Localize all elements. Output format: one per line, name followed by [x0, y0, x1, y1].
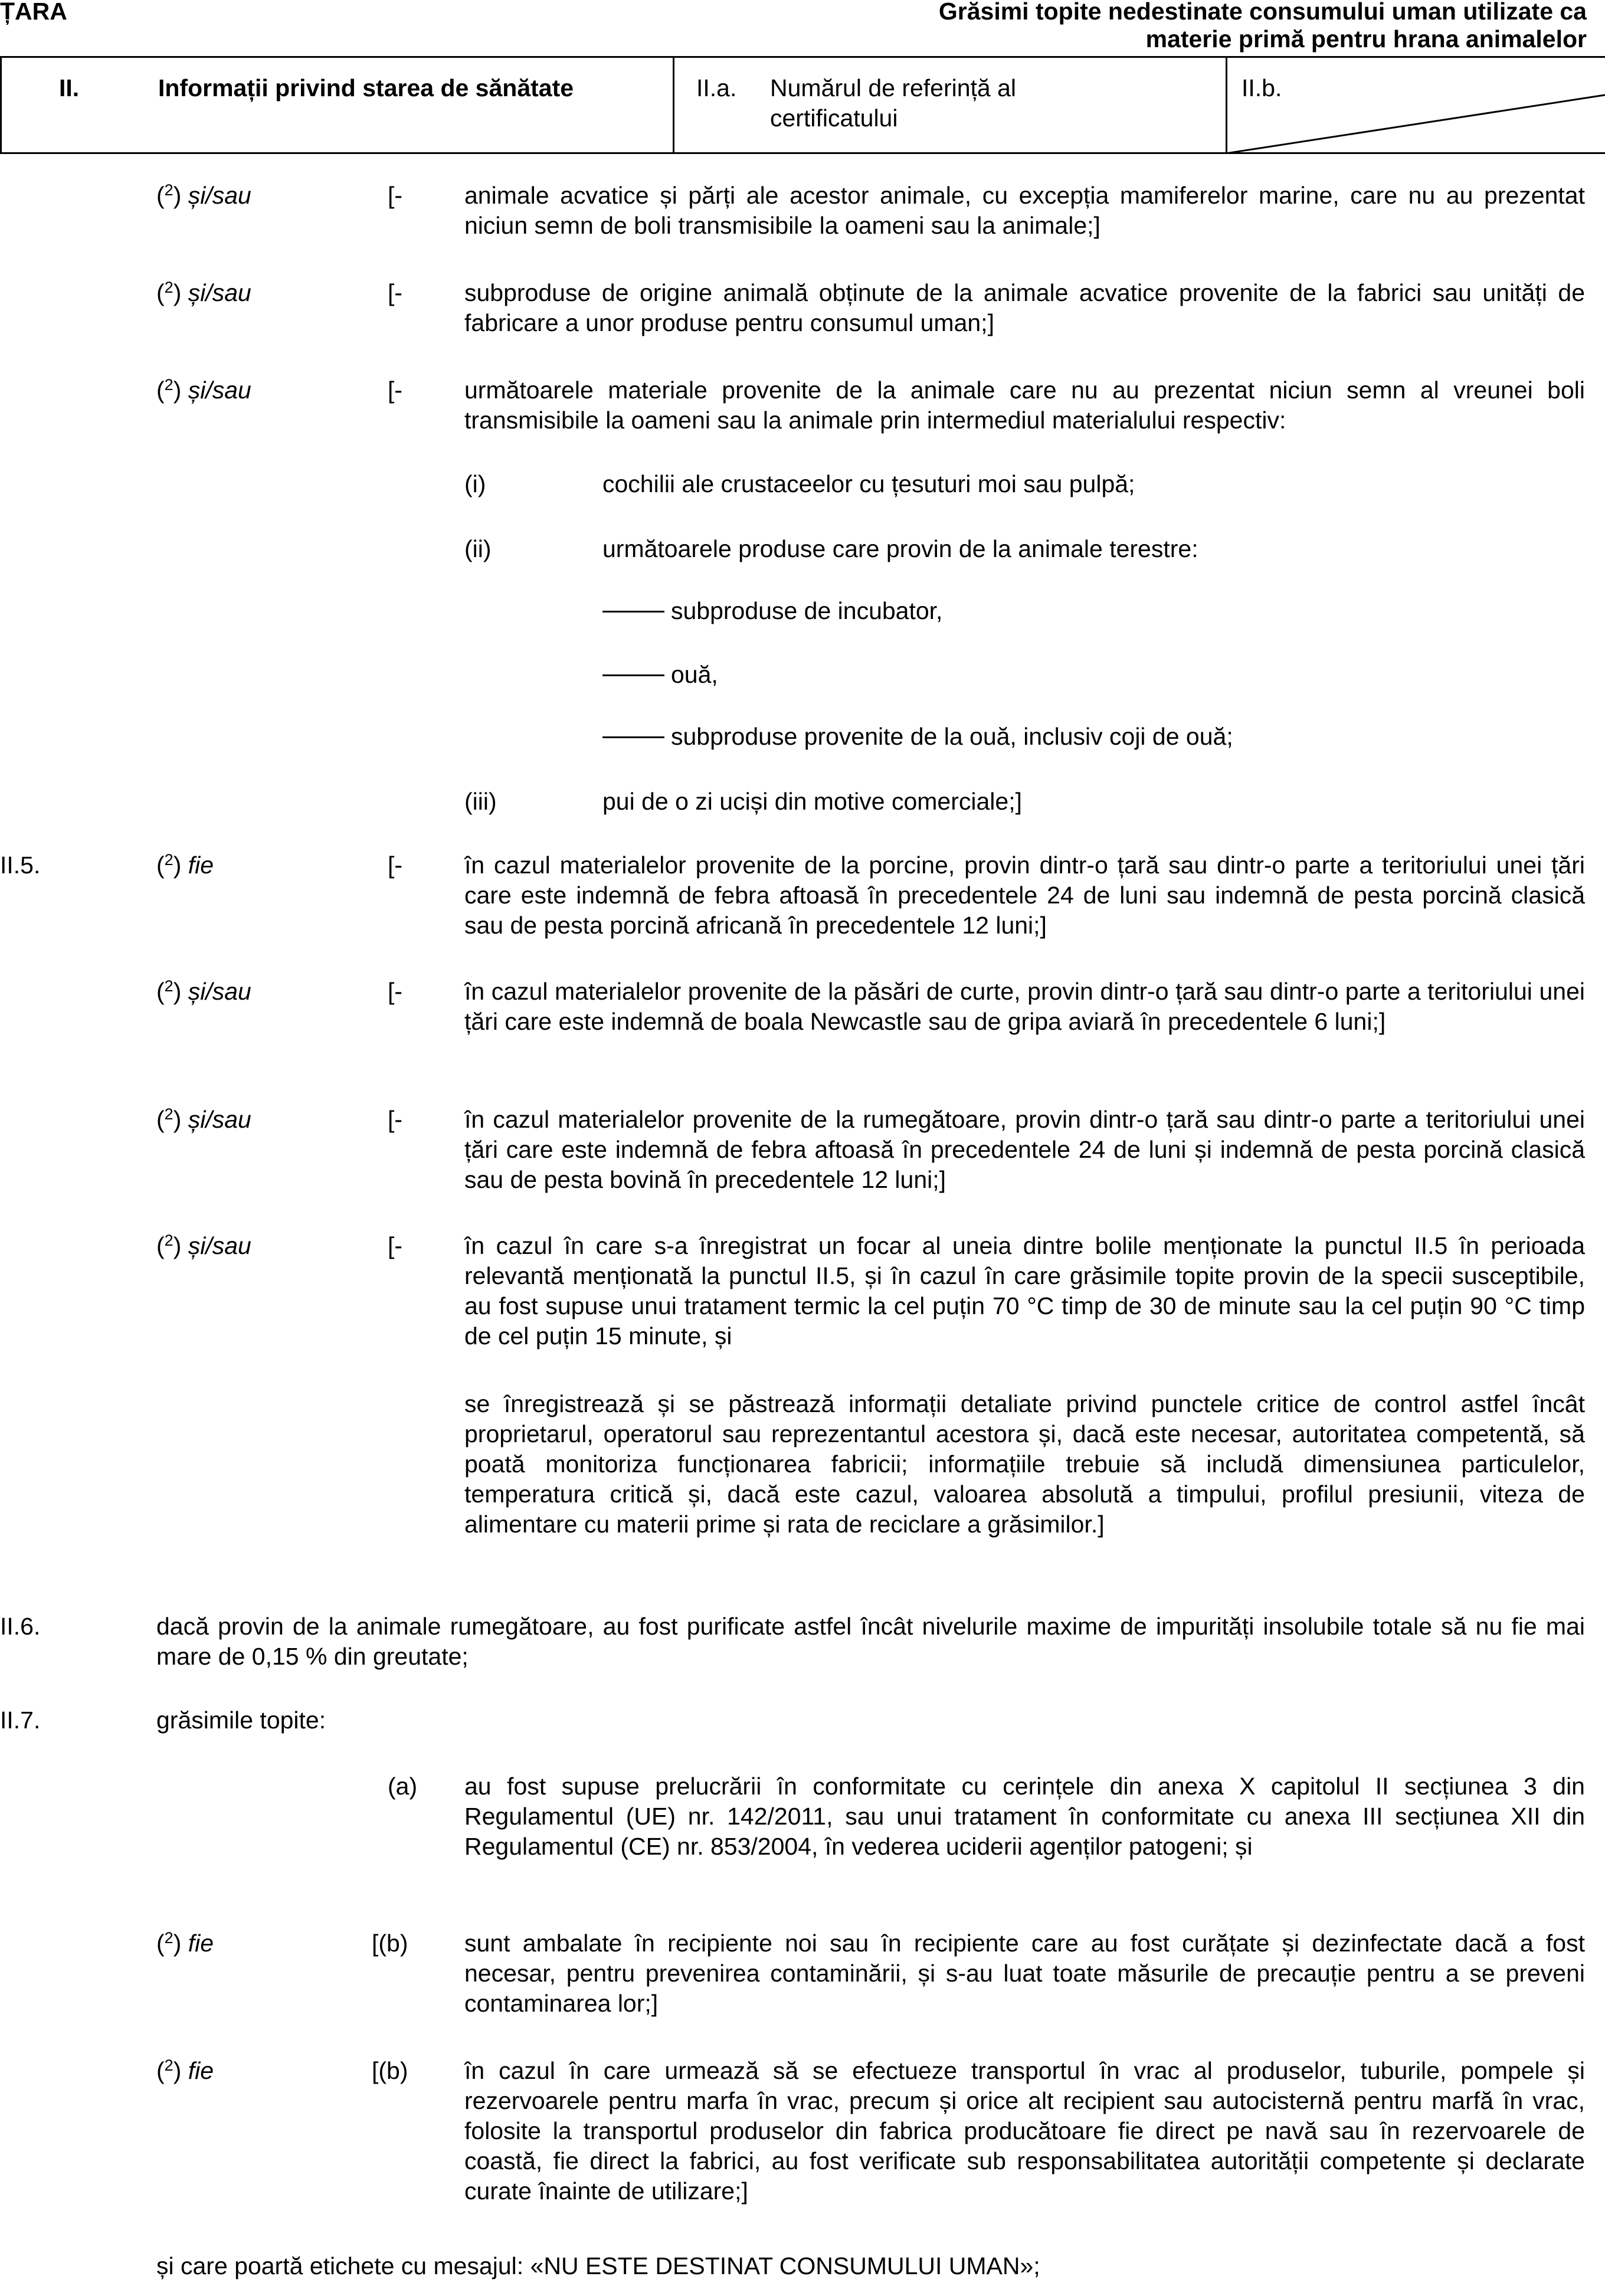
modifier: ($^2$) și/sau	[156, 1105, 251, 1133]
section-number: II.7.	[0, 1707, 41, 1734]
item-text: în cazul în care urmează să se efectueze transportul în vrac al produselor, tuburile, pompele și rezervoarele pentru marfa în vrac, precum și orice alt recipient sau autocisternă pentru marfă în vrac, folosite la transportul produselor din fabrica producătoare fie direct pe navă sau în rezervoarele de coastă, fie direct la fabrici, au fost verificate sub responsabilitatea autorității competente și declarate curate înainte de utilizare;]	[464, 2057, 1585, 2205]
modifier: ($^2$) și/sau	[156, 279, 251, 306]
section-number: II.5.	[0, 851, 41, 879]
sub-item-iii-number: (iii)	[464, 788, 497, 815]
bracket: [-	[388, 279, 403, 306]
bracket: [(b)	[372, 2057, 408, 2084]
section-number: II.6.	[0, 1613, 41, 1640]
item-text: în cazul materialelor provenite de la rumegătoare, provin dintr-o țară sau dintr-o parte a teritoriului unei țări care este indemnă de febra aftoasă în precedentele 24 de luni și indemnă de pesta porcină clasică sau de pesta bovină în precedentele 12 luni;]	[464, 1106, 1585, 1193]
dash-bullet	[602, 674, 664, 676]
dash-bullet	[602, 611, 664, 613]
ref-b-code: II.b.	[1242, 74, 1282, 101]
item-text: au fost supuse prelucrării în conformitate cu cerințele din anexa X capitolul II secțiunea 3 din Regulamentul (UE) nr. 142/2011, sau unui tratament în conformitate cu anexa III secțiunea XII din Regulamentul (CE) nr. 853/2004, în vederea uciderii agenților patogeni; și	[464, 1773, 1585, 1860]
bracket: [-	[388, 182, 403, 209]
bracket: [-	[388, 978, 403, 1005]
item-text: animale acvatice și părți ale acestor animale, cu excepția mamiferelor marine, care nu au prezentat niciun semn de boli transmisibile la oameni sau la animale;]	[464, 182, 1585, 239]
sub-item-ii-number: (ii)	[464, 535, 492, 562]
modifier: ($^2$) și/sau	[156, 977, 251, 1005]
bracket: [(b)	[372, 1930, 408, 1957]
item-text: subproduse de origine animală obținute de la animale acvatice provenite de la fabrici sau unități de fabricare a unor produse pentru consumul uman;]	[464, 279, 1585, 336]
sub-item-i-text: cochilii ale crustaceelor cu țesuturi moi sau pulpă;	[602, 470, 1135, 497]
item-text: în cazul în care s-a înregistrat un focar al uneia dintre bolile menționate la punctul II.5 în perioada relevantă menționată la punctul II.5, și în cazul în care grăsimile topite provin de la specii susceptibile, au fost supuse unui tratament termic la cel puțin 70 °C timp de 30 de minute sau la cel puțin 90 °C timp de cel puțin 15 minute, și	[464, 1232, 1585, 1350]
document-title-line1: Grăsimi topite nedestinate consumului uman utilizate ca	[938, 0, 1587, 25]
modifier: ($^2$) și/sau	[156, 1231, 251, 1259]
document-title-line2: materie primă pentru hrana animalelor	[1145, 25, 1587, 53]
cell-diagonal-line	[1226, 56, 1605, 154]
ref-a-code: II.a.	[696, 74, 737, 101]
ref-a-label-line1: Numărul de referință al	[770, 74, 1017, 101]
item-text: în cazul materialelor provenite de la porcine, provin dintr-o țară sau dintr-o parte a teritoriului unei țări care este indemnă de febra aftoasă în precedentele 24 de luni sau indemnă de pesta porcină clasică sau de pesta porcină africană în precedentele 12 luni;]	[464, 851, 1585, 939]
item-text: în cazul materialelor provenite de la păsări de curte, provin dintr-o țară sau dintr-o parte a teritoriului unei țări care este indemnă de boala Newcastle sau de gripa aviară în precedentele 6 luni;]	[464, 978, 1585, 1035]
sub-item-iii-text: pui de o zi uciși din motive comerciale;]	[602, 788, 1022, 815]
section-title: Informații privind starea de sănătate	[158, 74, 574, 101]
item-text: dacă provin de la animale rumegătoare, au fost purificate astfel încât nivelurile maxime de impurități insolubile totale să nu fie mai mare de 0,15 % din greutate;	[156, 1613, 1585, 1670]
dash-bullet	[602, 736, 664, 738]
sub-item-ii-text: următoarele produse care provin de la animale terestre:	[602, 535, 1198, 562]
item-text: grăsimile topite:	[156, 1707, 326, 1734]
final-label-statement: și care poartă etichete cu mesajul: «NU ESTE DESTINAT CONSUMULUI UMAN»;	[156, 2252, 1040, 2279]
bracket: [-	[388, 376, 403, 404]
table-left-border	[0, 56, 2, 154]
sub-item-i-number: (i)	[464, 470, 486, 497]
section-number: II.	[59, 74, 80, 101]
bracket: [-	[388, 851, 403, 879]
item-text-continued: se înregistrează și se păstrează informații detaliate privind punctele critice de control astfel încât proprietarul, operatorul sau reprezentantul acestora și, dacă este necesar, autoritatea competentă, să poată monitoriza funcționarea fabricii; informațiile trebuie să includă dimensiunea particulelor, temperatura critică și, dacă este cazul, valoarea absolută a timpului, profilul presiunii, viteza de alimentare cu materii prime și rata de reciclare a grăsimilor.]	[464, 1390, 1585, 1538]
modifier: ($^2$) și/sau	[156, 376, 251, 404]
country-label: ȚARA	[0, 0, 67, 25]
dash-item-text: ouă,	[671, 661, 718, 688]
table-divider-1	[673, 56, 674, 154]
bracket: [-	[388, 1106, 403, 1133]
dash-item-text: subproduse de incubator,	[671, 597, 943, 624]
item-text: sunt ambalate în recipiente noi sau în recipiente care au fost curățate și dezinfectate dacă a fost necesar, pentru prevenirea contaminării, și s-au luat toate măsurile de precauție pentru a se preveni contaminarea lor;]	[464, 1930, 1585, 2017]
sub-item-number: (a)	[388, 1773, 418, 1800]
modifier: ($^2$) fie	[156, 2056, 214, 2084]
modifier: ($^2$) fie	[156, 1929, 214, 1957]
modifier: ($^2$) și/sau	[156, 181, 251, 209]
modifier: ($^2$) fie	[156, 851, 214, 879]
ref-a-label-line2: certificatului	[770, 104, 898, 132]
dash-item-text: subproduse provenite de la ouă, inclusiv coji de ouă;	[671, 723, 1233, 750]
item-text: următoarele materiale provenite de la animale care nu au prezentat niciun semn al vreunei boli transmisibile la oameni sau la animale prin intermediul materialului respectiv:	[464, 376, 1585, 434]
bracket: [-	[388, 1232, 403, 1259]
